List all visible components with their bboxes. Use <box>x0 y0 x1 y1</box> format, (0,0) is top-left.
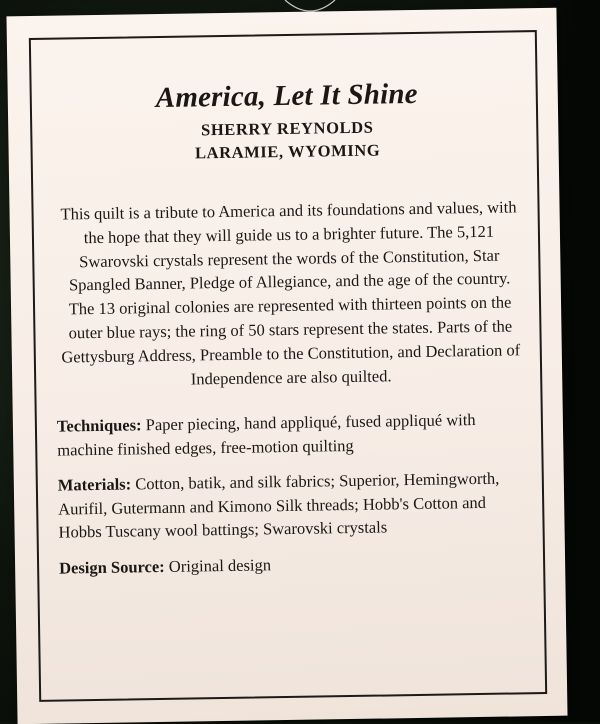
quilt-description: This quilt is a tribute to America and its foundations and values, with the hope that they will guide us to a brighter future. The 5,121 Swarovski crystals represent the words of the Constitution, Star Spangled Banner, Pledge of Allegiance, and the age of the country. The 13 original colonies are represented with thirteen points on the outer blue rays; the ring of 50 stars represent the states. Parts of the Gettysburg Address, Preamble to the Constitution, and Declaration of Independence are also quilted. <box>60 197 521 389</box>
techniques-value: Paper piecing, hand appliqué, fused appliqué with machine finished edges, free-motion quilting <box>57 410 476 460</box>
quilt-info-card <box>6 8 567 724</box>
techniques-label: Techniques: <box>56 415 142 436</box>
techniques-field <box>57 408 528 462</box>
design-source-value: Original design <box>168 555 272 576</box>
quilt-title: America, Let It Shine <box>155 77 418 115</box>
materials-value: Cotton, batik, and silk fabrics; Superior, Hemingworth, Aurifil, Gutermann and Kimono Silk threads; Hobb's Cotton and Hobbs Tuscany wool battings; Swarovski crystals <box>58 469 500 542</box>
maker-location: LARAMIE, WYOMING <box>194 140 381 163</box>
maker-name: SHERRY REYNOLDS <box>200 117 374 140</box>
design-source-label: Design Source: <box>58 556 165 578</box>
materials-label: Materials: <box>57 474 132 495</box>
materials-field <box>58 467 529 545</box>
card-content <box>52 76 530 580</box>
